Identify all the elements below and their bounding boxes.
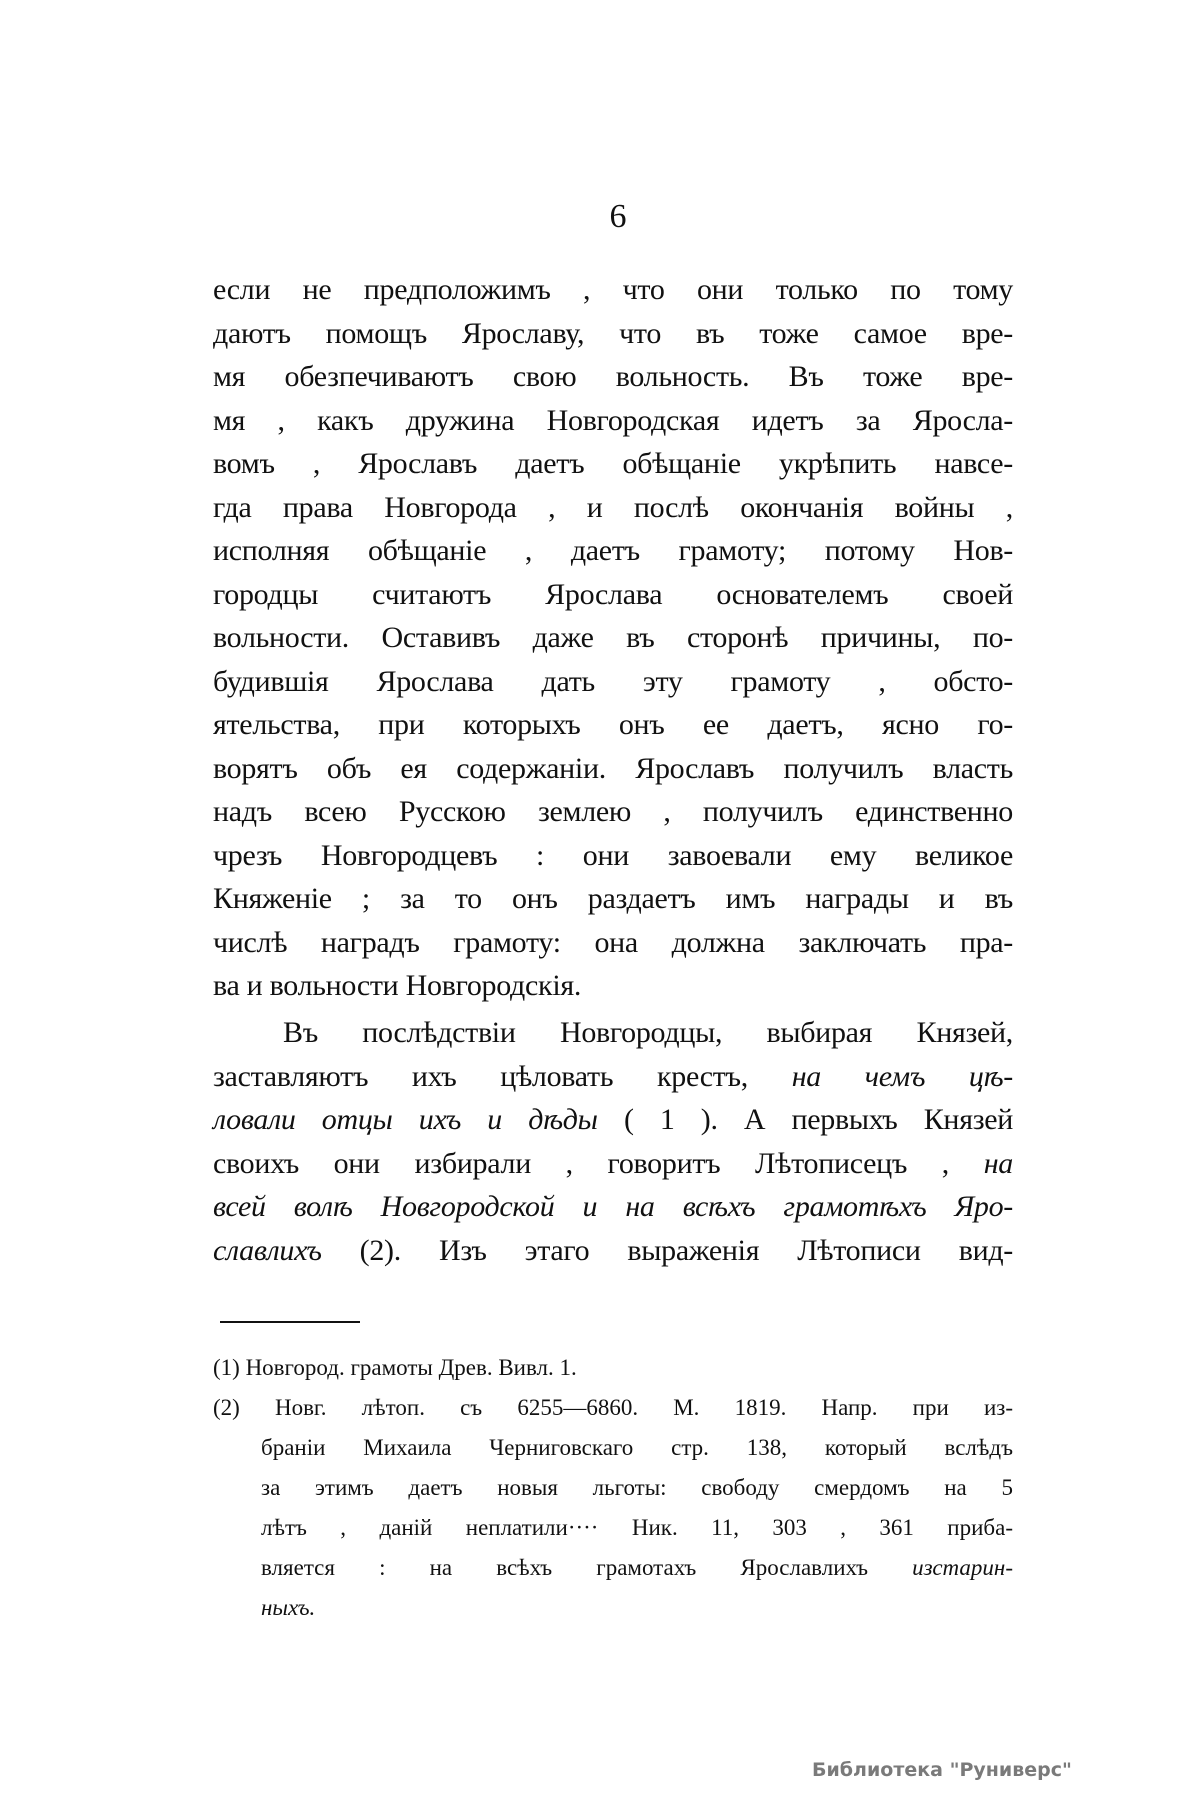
text-line: [213, 1055, 1013, 1099]
text-run: ( 1 ). А первыхъ Князей: [597, 1103, 1014, 1136]
text-run: числѣ наградъ грамоту: она должна заключать пра-: [213, 925, 1013, 959]
text-run: городцы считаютъ Ярослава основателемъ своей: [213, 577, 1013, 611]
text-line: [213, 529, 1013, 573]
text-run: ва и вольности Новгородскія.: [213, 969, 582, 1002]
text-line: [213, 1098, 1013, 1142]
text-run: Княженіе ; за то онъ раздаетъ имъ награды и въ: [213, 882, 1013, 915]
paragraph-2: [213, 1011, 1013, 1272]
text-run: надъ всею Русскою землею , получилъ единственно: [213, 795, 1013, 828]
italic-text: ныхъ.: [261, 1595, 316, 1620]
text-run: исполняя обѣщаніе , даетъ грамоту; потому Нов-: [213, 534, 1013, 567]
text-run: (2) Новг. лѣтоп. съ 6255—6860. М. 1819. Напр. при из-: [213, 1395, 1013, 1420]
text-line: [213, 921, 1013, 965]
footnotes: [213, 1348, 1013, 1628]
text-run: вомъ , Ярославъ даетъ обѣщаніе укрѣпить навсе-: [213, 447, 1013, 480]
text-run: мя обезпечиваютъ свою вольность. Въ тоже вре-: [213, 360, 1013, 393]
text-line: [213, 790, 1013, 834]
text-run: лѣтъ , даній неплатили···· Ник. 11, 303 , 361 приба-: [261, 1515, 1013, 1540]
text-line: [213, 660, 1013, 704]
page-number: 6: [609, 198, 627, 235]
text-run: ятельства, при которыхъ онъ ее даетъ, ясно го-: [213, 708, 1013, 741]
footnote-separator: [220, 1321, 360, 1323]
text-line: [213, 703, 1013, 747]
library-watermark: Библиотека "Руниверс": [812, 1759, 1072, 1781]
text-line: [213, 399, 1013, 443]
text-line: [213, 616, 1013, 660]
italic-text: на: [983, 1146, 1013, 1180]
text-run: чрезъ Новгородцевъ : они завоевали ему великое: [213, 838, 1013, 872]
text-run: за этимъ даетъ новыя льготы: свободу смердомъ на 5: [261, 1475, 1013, 1500]
text-run: браніи Михаила Черниговскаго стр. 138, который вслѣдъ: [261, 1435, 1013, 1460]
text-line: [213, 1229, 1013, 1273]
text-run: своихъ они избирали , говоритъ Лѣтописецъ ,: [213, 1146, 984, 1180]
footnote-line: [213, 1348, 1013, 1388]
italic-text: всей волѣ Новгородской и на всѣхъ грамотѣхъ Яро-: [213, 1190, 1013, 1223]
text-run: если не предположимъ , что они только по тому: [213, 273, 1013, 306]
footnote-line: [213, 1588, 1013, 1628]
italic-text: ловали отцы ихъ и дѣды: [213, 1103, 598, 1136]
text-line: [213, 573, 1013, 617]
text-run: вляется : на всѣхъ грамотахъ Ярославлихъ: [261, 1555, 913, 1580]
footnote-line: [213, 1388, 1013, 1428]
footnote-line: [213, 1468, 1013, 1508]
footnote-line: [213, 1508, 1013, 1548]
text-run: даютъ помощъ Ярославу, что въ тоже самое вре-: [213, 316, 1013, 350]
text-line: [213, 747, 1013, 791]
text-line: [213, 355, 1013, 399]
text-line: [213, 1185, 1013, 1229]
text-line: [213, 268, 1013, 312]
text-run: вольности. Оставивъ даже въ сторонѣ причины, по-: [213, 621, 1013, 654]
italic-text: славлихъ: [213, 1233, 322, 1267]
text-line: [213, 442, 1013, 486]
text-line: [213, 312, 1013, 356]
text-run: мя , какъ дружина Новгородская идетъ за Яросла-: [213, 403, 1013, 437]
italic-text: изстарин-: [912, 1555, 1013, 1580]
footnote-line: [213, 1428, 1013, 1468]
text-run: заставляютъ ихъ цѣловать крестъ,: [213, 1059, 792, 1093]
text-run: ворятъ объ ея содержаніи. Ярославъ получилъ власть: [213, 751, 1013, 785]
text-line: [213, 964, 1013, 1008]
text-run: (2). Изъ этаго выраженія Лѣтописи вид-: [321, 1233, 1013, 1267]
paragraph-1: [213, 268, 1013, 1008]
text-line: [213, 1142, 1013, 1186]
italic-text: на чемъ цѣ-: [791, 1059, 1013, 1093]
text-run: (1) Новгород. грамоты Древ. Вивл. 1.: [213, 1355, 577, 1380]
text-line: [213, 877, 1013, 921]
text-run: гда права Новгорода , и послѣ окончанія войны ,: [213, 490, 1013, 524]
text-line: [213, 486, 1013, 530]
text-run: Въ послѣдствіи Новгородцы, выбирая Князей,: [283, 1016, 1013, 1049]
text-line: [213, 1011, 1013, 1055]
text-line: [213, 834, 1013, 878]
text-run: будившія Ярослава дать эту грамоту , обсто-: [213, 664, 1013, 698]
footnote-line: [213, 1548, 1013, 1588]
